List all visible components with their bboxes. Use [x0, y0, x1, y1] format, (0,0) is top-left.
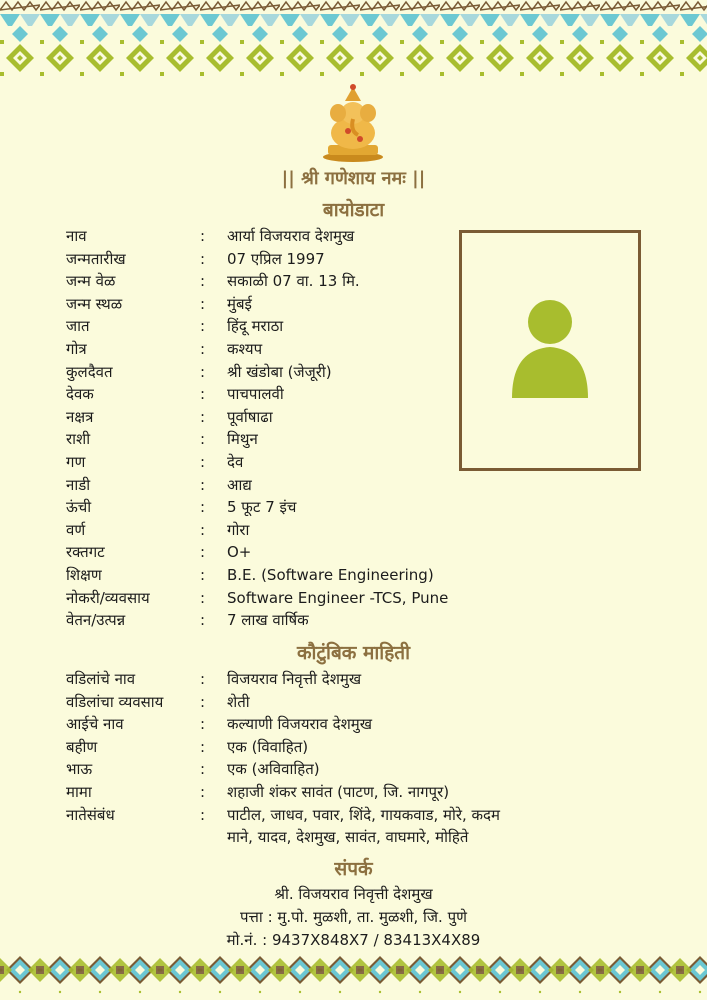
detail-value: गोरा: [227, 520, 250, 539]
detail-label: नोकरी/व्यवसाय: [66, 588, 150, 607]
detail-value: 07 एप्रिल 1997: [227, 249, 325, 268]
colon-separator: :: [200, 385, 206, 404]
colon-separator: :: [200, 249, 206, 268]
colon-separator: :: [200, 362, 206, 381]
ganesha-image: [318, 83, 388, 163]
colon-separator: :: [200, 715, 206, 734]
contact-section-title: संपर्क: [334, 858, 373, 880]
colon-separator: :: [200, 611, 206, 630]
colon-separator: :: [200, 498, 206, 517]
colon-separator: :: [200, 407, 206, 426]
detail-label: जन्म स्थळ: [66, 294, 123, 313]
detail-label: राशी: [66, 430, 91, 449]
detail-label: भाऊ: [66, 760, 93, 779]
detail-value: सकाळी 07 वा. 13 मि.: [227, 272, 360, 291]
detail-value: Software Engineer -TCS, Pune: [227, 588, 449, 607]
detail-value: मिथुन: [227, 430, 258, 449]
detail-label: नाडी: [66, 475, 91, 494]
colon-separator: :: [200, 760, 206, 779]
photo-frame: [459, 230, 641, 471]
colon-separator: :: [200, 543, 206, 562]
detail-label: नातेसंबंध: [66, 805, 115, 824]
person-placeholder-icon: [462, 233, 638, 468]
bottom-decorative-border: [0, 952, 707, 1000]
detail-value: पाटील, जाधव, पवार, शिंदे, गायकवाड, मोरे, कदम: [227, 805, 500, 824]
detail-label: नाव: [66, 227, 87, 245]
colon-separator: :: [200, 294, 206, 313]
detail-label: आईचे नाव: [66, 715, 124, 734]
detail-label: वडिलांचे नाव: [66, 670, 136, 688]
detail-label: वर्ण: [66, 520, 86, 539]
detail-label: जन्म वेळ: [66, 272, 116, 291]
colon-separator: :: [200, 670, 206, 688]
colon-separator: :: [200, 782, 206, 801]
detail-label: देवक: [66, 385, 94, 404]
detail-value: विजयराव निवृत्ती देशमुख: [227, 670, 362, 688]
detail-value: कश्यप: [227, 339, 263, 358]
detail-label: गण: [66, 452, 86, 471]
detail-label: ऊंची: [66, 498, 92, 517]
colon-separator: :: [200, 475, 206, 494]
biodata-title: बायोडाटा: [322, 199, 385, 221]
detail-value: श्री खंडोबा (जेजूरी): [227, 362, 332, 381]
colon-separator: :: [200, 805, 206, 824]
detail-value: पूर्वाषाढा: [227, 407, 273, 426]
detail-label: रक्तगट: [66, 543, 105, 562]
detail-label: जात: [66, 317, 90, 336]
colon-separator: :: [200, 520, 206, 539]
detail-label: कुलदैवत: [66, 362, 113, 381]
detail-value: देव: [227, 452, 244, 471]
colon-separator: :: [200, 452, 206, 471]
colon-separator: :: [200, 588, 206, 607]
detail-label: गोत्र: [66, 339, 87, 358]
salutation-heading: || श्री गणेशाय नमः ||: [281, 168, 426, 189]
family-section-title: कौटुंबिक माहिती: [296, 642, 411, 664]
detail-value: B.E. (Software Engineering): [227, 565, 434, 584]
colon-separator: :: [200, 737, 206, 756]
detail-label: नक्षत्र: [66, 407, 94, 426]
detail-value: आर्या विजयराव देशमुख: [227, 227, 355, 245]
contact-phone: मो.नं. : 9437X848X7 / 83413X4X89: [226, 931, 481, 949]
detail-value: माने, यादव, देशमुख, सावंत, वाघमारे, मोहिते: [227, 828, 469, 847]
detail-value: एक (अविवाहित): [227, 760, 320, 779]
detail-value: आद्य: [227, 475, 252, 494]
detail-value: 5 फूट 7 इंच: [227, 498, 297, 517]
colon-separator: :: [200, 317, 206, 336]
detail-value: कल्याणी विजयराव देशमुख: [227, 715, 373, 734]
contact-address: पत्ता : मु.पो. मुळशी, ता. मुळशी, जि. पुणे: [240, 908, 467, 926]
detail-value: हिंदू मराठा: [227, 317, 284, 336]
colon-separator: :: [200, 692, 206, 711]
top-decorative-border: [0, 0, 707, 90]
detail-value: 7 लाख वार्षिक: [227, 611, 309, 630]
detail-value: शहाजी शंकर सावंत (पाटण, जि. नागपूर): [227, 782, 450, 801]
detail-value: पाचपालवी: [227, 385, 284, 404]
detail-value: O+: [227, 543, 252, 562]
detail-label: मामा: [66, 782, 92, 801]
colon-separator: :: [200, 339, 206, 358]
detail-label: जन्मतारीख: [66, 249, 126, 268]
detail-value: एक (विवाहित): [227, 737, 309, 756]
contact-name: श्री. विजयराव निवृत्ती देशमुख: [274, 885, 433, 903]
detail-value: शेती: [227, 692, 250, 711]
colon-separator: :: [200, 430, 206, 449]
detail-label: बहीण: [66, 737, 98, 756]
colon-separator: :: [200, 565, 206, 584]
detail-label: शिक्षण: [66, 565, 102, 584]
detail-label: वेतन/उत्पन्न: [66, 611, 126, 630]
detail-label: वडिलांचा व्यवसाय: [66, 692, 164, 711]
detail-value: मुंबई: [227, 294, 252, 313]
colon-separator: :: [200, 227, 206, 245]
colon-separator: :: [200, 272, 206, 291]
